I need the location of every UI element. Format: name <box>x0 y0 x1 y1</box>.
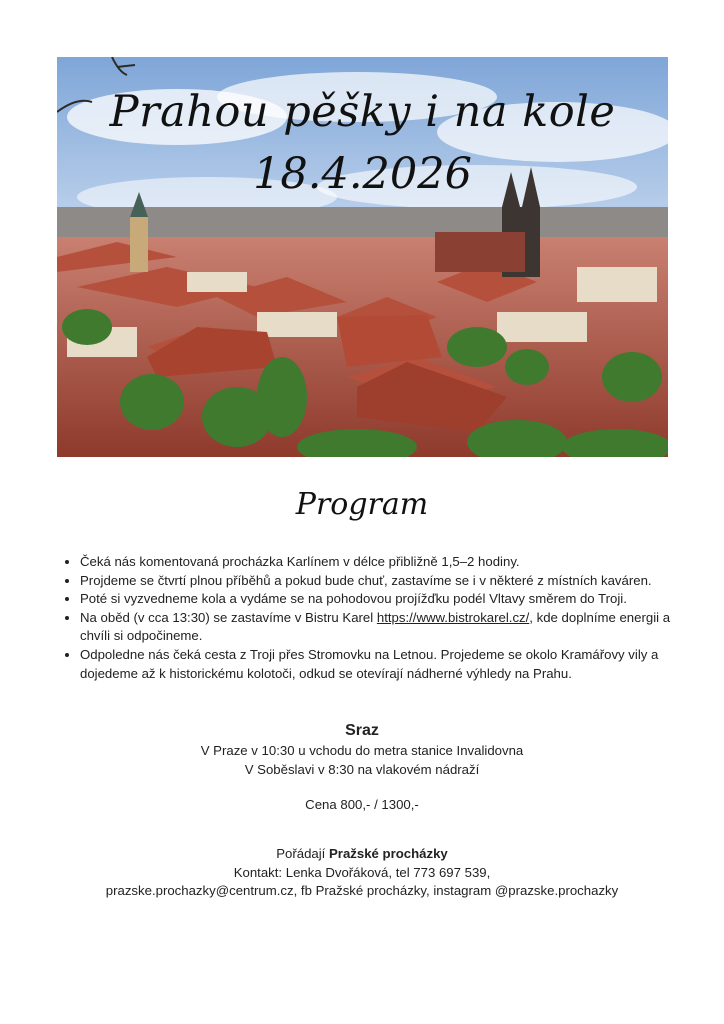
contact-line: Kontakt: Lenka Dvořáková, tel 773 697 539, <box>233 864 491 880</box>
program-list <box>62 553 690 683</box>
organizer-name: Pražské procházky <box>329 846 448 861</box>
meeting-heading: Sraz <box>345 722 379 739</box>
hero-image <box>57 57 668 457</box>
list-item: • Projdeme se čtvrtí plnou příběhů a pokud bude chuť, zastavíme se i v některé z místních kaváren. <box>80 572 690 591</box>
meeting-sobeslav: V Soběslavi v 8:30 na vlakovém nádraží <box>244 761 480 777</box>
list-item: • Odpoledne nás čeká cesta z Troji přes Stromovku na Letnou. Projedeme se okolo Kramářovy vily a dojedeme až k historickému kolotoči, odkud se otevírají nádherné výhledy na Prahu. <box>80 646 690 683</box>
list-item: • Na oběd (v cca 13:30) se zastavíme v Bistru Karel https://www.bistrokarel.cz/, kde doplníme energii a chvíli si odpočineme. <box>80 609 690 646</box>
hero-title: Prahou pěšky i na kole <box>109 87 616 137</box>
meeting-details <box>0 742 724 779</box>
event-date: 18.4.2026 <box>253 149 472 199</box>
list-item: • Čeká nás komentovaná procházka Karlínem v délce přibližně 1,5–2 hodiny. <box>80 553 690 572</box>
organizer-info <box>0 845 724 901</box>
price: Cena 800,- / 1300,- <box>305 797 419 812</box>
bistro-karel-link[interactable]: https://www.bistrokarel.cz/ <box>376 609 530 625</box>
program-heading: Program <box>295 487 429 522</box>
organizer-line: Pořádají Pražské procházky <box>276 846 448 861</box>
socials-line: prazske.prochazky@centrum.cz, fb Pražské procházky, instagram @prazske.prochazky <box>105 883 619 899</box>
meeting-prague: V Praze v 10:30 u vchodu do metra stanice Invalidovna <box>200 743 524 758</box>
list-item: • Poté si vyzvedneme kola a vydáme se na pohodovou projížďku podél Vltavy směrem do Troji. <box>80 590 690 609</box>
